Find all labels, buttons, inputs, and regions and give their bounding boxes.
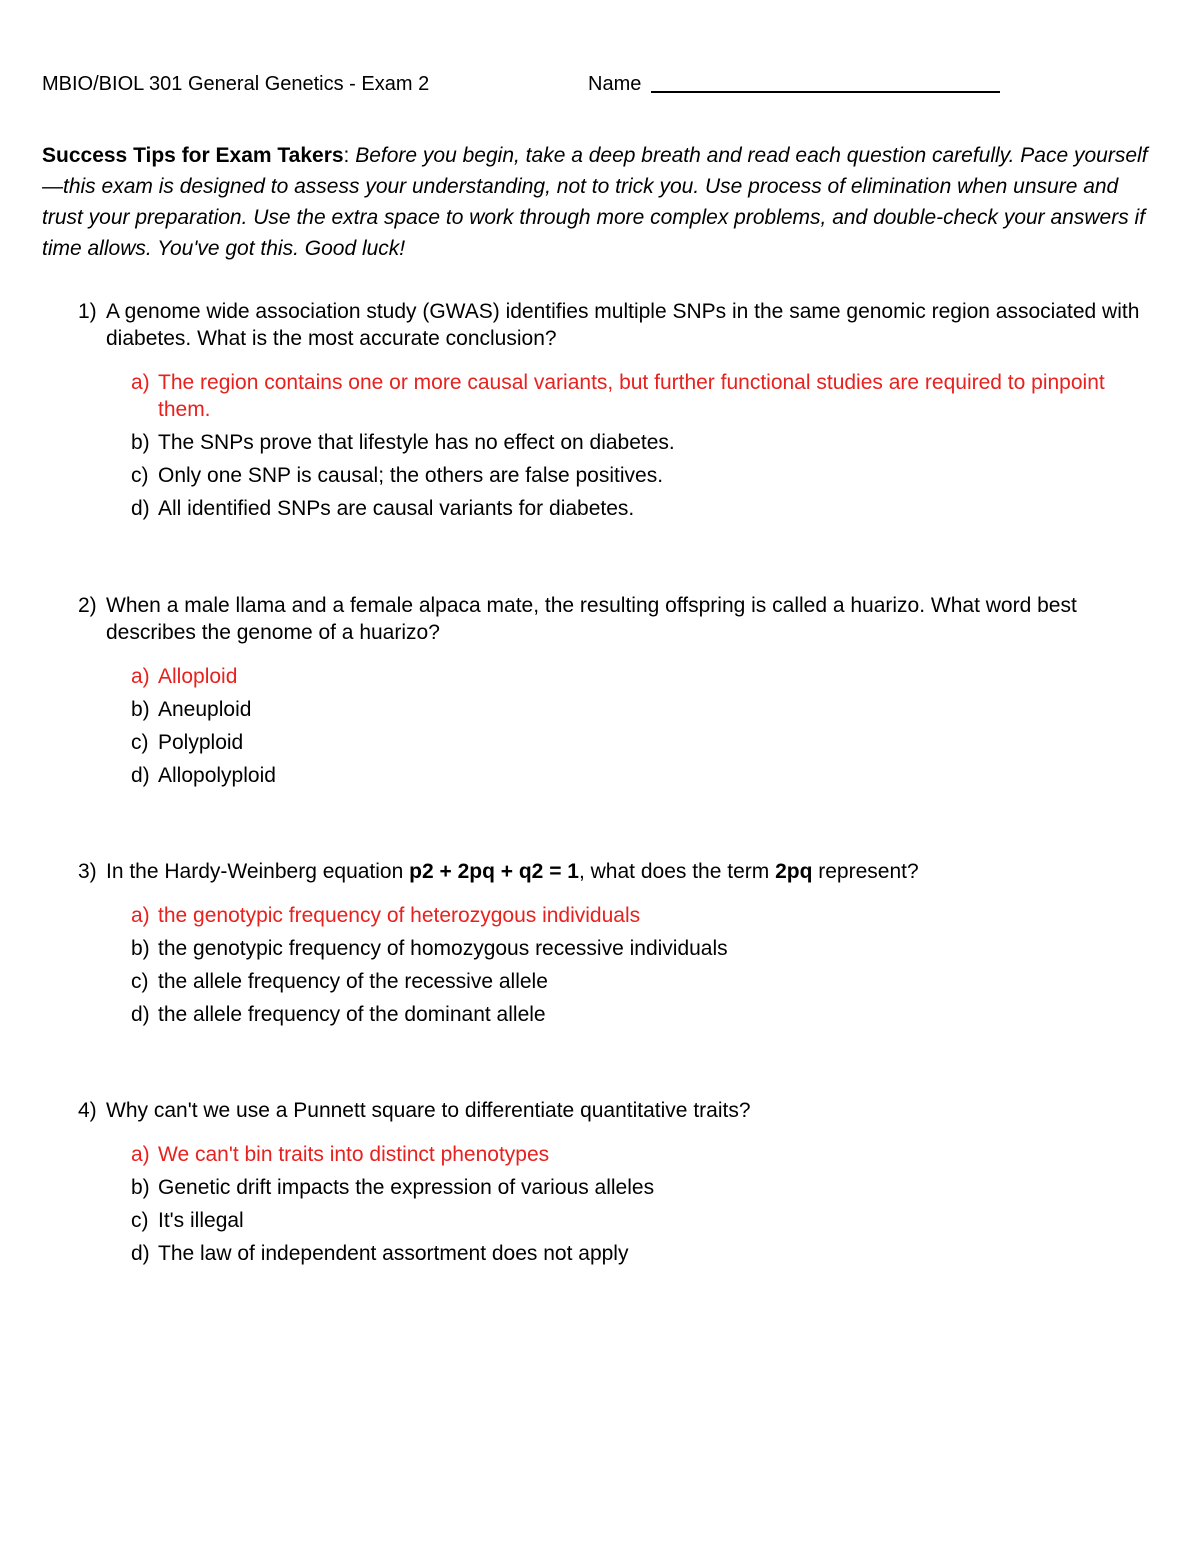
option-c [78, 968, 1158, 995]
option-letter: d) [131, 764, 150, 787]
question-number: 1) [78, 300, 97, 323]
option-text: Aneuploid [158, 698, 252, 721]
option-letter: a) [131, 1143, 150, 1166]
option-letter: b) [131, 698, 150, 721]
answer-options [78, 1141, 1158, 1267]
tips-heading: Success Tips for Exam Takers [42, 144, 344, 167]
question-text: When a male llama and a female alpaca mate, the resulting offspring is called a huarizo. What word best describes the genome of a huarizo? [106, 594, 1077, 644]
question-stem [78, 298, 1158, 352]
tips-body: Before you begin, take a deep breath and read each question carefully. Pace yourself—this exam is designed to assess your understanding, not to trick you. Use process of elimination when unsure and trust your preparation. Use the extra space to work through more complex problems, and double-check your answers if time allows. You've got this. Good luck! [42, 144, 1148, 260]
option-b [78, 935, 1158, 962]
success-tips [42, 140, 1162, 264]
option-a-correct [78, 902, 1158, 929]
option-letter: a) [131, 665, 150, 688]
answer-options [78, 369, 1158, 522]
option-letter: c) [131, 464, 149, 487]
question-text: A genome wide association study (GWAS) identifies multiple SNPs in the same genomic region associated with diabetes. What is the most accurate conclusion? [106, 300, 1140, 350]
question-number: 3) [78, 860, 97, 883]
option-text: Allopolyploid [158, 764, 276, 787]
option-letter: c) [131, 1209, 149, 1232]
option-text: the allele frequency of the recessive allele [158, 970, 548, 993]
option-text: The law of independent assortment does not apply [158, 1242, 629, 1265]
option-letter: d) [131, 497, 150, 520]
option-text: Only one SNP is causal; the others are false positives. [158, 464, 664, 487]
option-b [78, 429, 1158, 456]
answer-options [78, 663, 1158, 789]
name-blank-line [651, 91, 1000, 93]
question-2 [78, 592, 1158, 795]
option-a-correct [78, 369, 1158, 423]
question-text: Why can't we use a Punnett square to differentiate quantitative traits? [106, 1099, 751, 1122]
option-text: Alloploid [158, 665, 238, 688]
hardy-weinberg-equation: p2 + 2pq + q2 = 1 [409, 860, 579, 883]
option-letter: d) [131, 1242, 150, 1265]
option-b [78, 696, 1158, 723]
question-stem [78, 1097, 1158, 1124]
question-number: 2) [78, 594, 97, 617]
course-title: MBIO/BIOL 301 General Genetics - Exam 2 [42, 73, 430, 95]
option-d [78, 762, 1158, 789]
question-text-part: In the Hardy-Weinberg equation [106, 860, 410, 883]
option-letter: a) [131, 371, 150, 394]
option-text: It's illegal [158, 1209, 244, 1232]
option-letter: c) [131, 731, 149, 754]
question-number: 4) [78, 1099, 97, 1122]
option-b [78, 1174, 1158, 1201]
question-1 [78, 298, 1158, 528]
question-text-part: represent? [812, 860, 919, 883]
tips-colon: : [343, 144, 350, 167]
option-c [78, 729, 1158, 756]
option-letter: c) [131, 970, 149, 993]
option-a-correct [78, 663, 1158, 690]
question-stem [78, 858, 1158, 885]
question-stem [78, 592, 1158, 646]
question-text-part: , what does the term [578, 860, 776, 883]
option-text: We can't bin traits into distinct phenotypes [158, 1143, 550, 1166]
option-c [78, 462, 1158, 489]
option-text: the genotypic frequency of homozygous recessive individuals [158, 937, 728, 960]
name-label: Name [588, 73, 642, 95]
option-d [78, 495, 1158, 522]
answer-options [78, 902, 1158, 1028]
option-c [78, 1207, 1158, 1234]
option-text: The region contains one or more causal variants, but further functional studies are required to pinpoint them. [158, 371, 1105, 421]
option-letter: b) [131, 431, 150, 454]
option-text: the allele frequency of the dominant allele [158, 1003, 546, 1026]
option-d [78, 1240, 1158, 1267]
question-3 [78, 858, 1158, 1034]
option-a-correct [78, 1141, 1158, 1168]
option-text: Polyploid [158, 731, 244, 754]
question-4 [78, 1097, 1158, 1273]
option-text: the genotypic frequency of heterozygous individuals [158, 904, 641, 927]
option-text: Genetic drift impacts the expression of various alleles [158, 1176, 655, 1199]
option-letter: b) [131, 1176, 150, 1199]
option-letter: a) [131, 904, 150, 927]
term-2pq: 2pq [775, 860, 813, 883]
option-text: The SNPs prove that lifestyle has no effect on diabetes. [158, 431, 675, 454]
option-letter: b) [131, 937, 150, 960]
option-d [78, 1001, 1158, 1028]
option-letter: d) [131, 1003, 150, 1026]
option-text: All identified SNPs are causal variants for diabetes. [158, 497, 635, 520]
